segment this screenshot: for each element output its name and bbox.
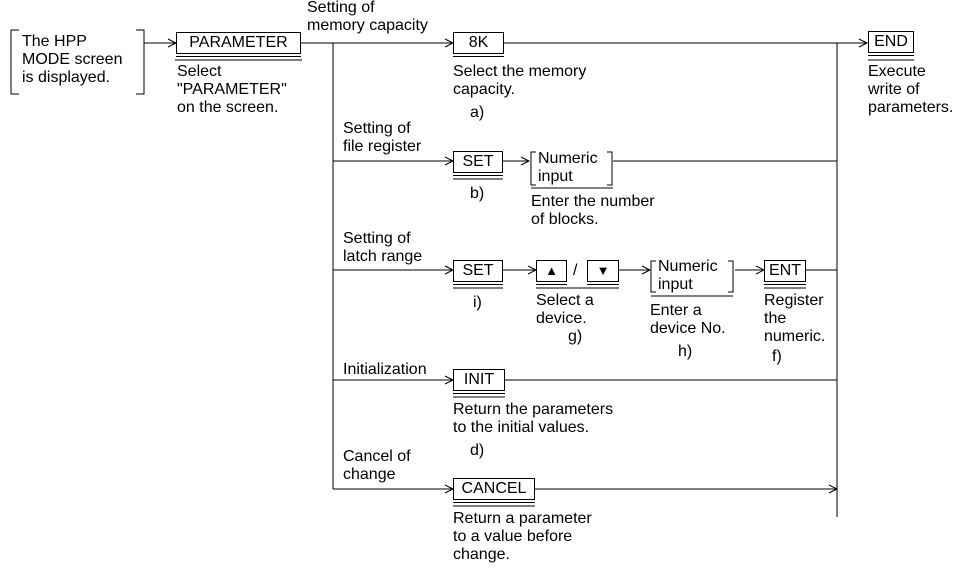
ent-key[interactable]: ENT [764,260,806,282]
start-bracket-right [136,30,144,94]
parameter-key[interactable]: PARAMETER [176,32,301,54]
latch-slash: / [573,262,578,279]
parameter-description: Select "PARAMETER" on the screen. [177,63,287,116]
latch-set-key[interactable]: SET [453,260,503,282]
cancel-key[interactable]: CANCEL [453,478,535,500]
init-description: Return the parameters to the initial values. [453,401,614,436]
init-branch-label: Initialization [343,361,427,378]
ent-ref: f) [772,348,782,365]
latch-select-description: Select a device. [536,292,594,327]
latch-input-description: Enter a device No. [650,302,726,337]
start-label: The HPP MODE screen is displayed. [22,33,123,86]
latch-input-ref: h) [678,343,693,360]
start-bracket-left [11,30,19,94]
latch-numeric-input: Numeric input [658,258,718,293]
memory-description: Select the memory capacity. [453,63,587,98]
end-key[interactable]: END [868,31,914,53]
end-description: Execute write of parameters. [868,63,954,116]
latch-branch-label: Setting of latch range [343,230,423,265]
up-arrow-key[interactable]: ▲ [536,260,567,282]
file-register-set-key[interactable]: SET [453,151,503,173]
latch-select-ref: g) [568,328,583,345]
down-arrow-key[interactable]: ▼ [587,260,619,282]
cancel-branch-label: Cancel of change [343,448,411,483]
file-register-ref: b) [470,185,485,202]
init-key[interactable]: INIT [453,369,505,391]
8k-key[interactable]: 8K [453,32,504,54]
ent-description: Register the numeric. [764,292,826,345]
memory-ref: a) [470,104,485,121]
latch-set-ref: i) [473,294,482,311]
memory-branch-label: Setting of memory capacity [307,0,428,34]
file-register-numeric-input: Numeric input [538,150,598,185]
cancel-description: Return a parameter to a value before change. [453,510,592,563]
file-register-description: Enter the number of blocks. [531,193,655,228]
file-register-branch-label: Setting of file register [343,120,422,155]
init-ref: d) [470,442,485,459]
